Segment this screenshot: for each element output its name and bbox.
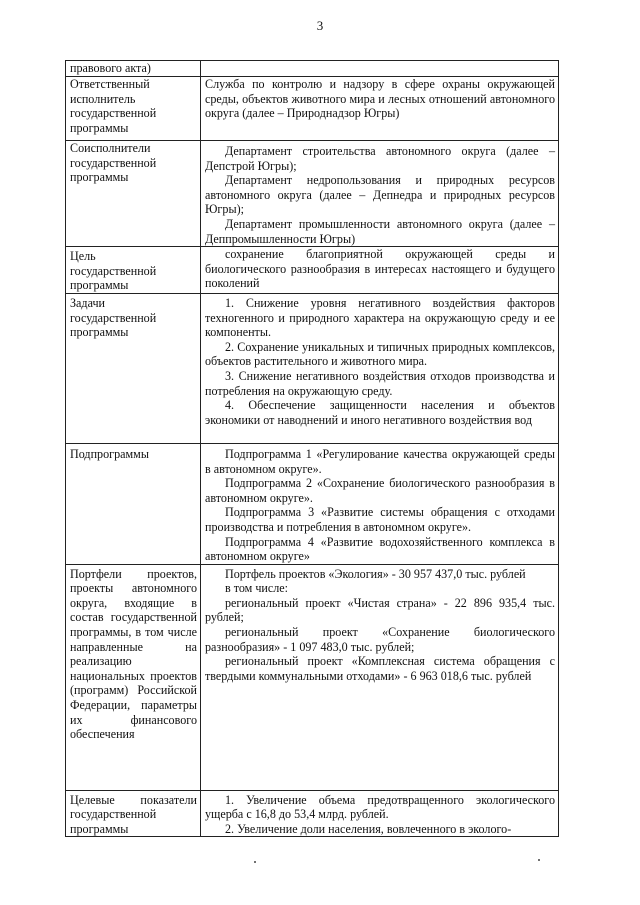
program-passport-table [65,60,559,837]
row-label [66,247,201,294]
value-paragraph: 1. Увеличение объема предотвращенного экологического ущерба с 16,8 до 53,4 млрд. рублей. [205,792,555,822]
label-line: правового акта) [70,61,151,75]
row-value [201,77,559,141]
row-label [66,61,201,77]
label-line: государственной [70,106,157,121]
table-row [66,564,559,790]
row-value [201,141,559,247]
label-line: государственной [70,155,157,170]
row-label [66,293,201,443]
label-line: Портфели проектов, проекты автономного округа, входящие в состав государственной программы, в том числе направленные на реализацию национальных проектов (программ) Российской Федерации, параметры их финансового обеспечения [70,566,197,742]
row-label [66,564,201,790]
table-row [66,61,559,77]
value-paragraph: 4. Обеспечение защищенности населения и объектов экономики от наводнений и иного негативного воздействия вод [205,398,555,427]
value-paragraph: Служба по контролю и надзору в сфере охраны окружающей среды, объектов животного мира и лесных отношений автономного округа (далее – Природнадзор Югры) [205,77,555,121]
label-line: программы [70,120,129,135]
table-row [66,247,559,294]
label-line: Целевые показатели государственной программы [70,792,197,836]
value-paragraph: Департамент недропользования и природных ресурсов автономного округа (далее – Депнедра и природных ресурсов Югры); [205,173,555,217]
row-value [201,790,559,837]
page-number: 3 [316,18,324,33]
value-paragraph: Портфель проектов «Экология» - 30 957 437,0 тыс. рублей [225,566,526,581]
value-paragraph: Подпрограмма 4 «Развитие водохозяйственного комплекса в автономном округе» [205,534,555,564]
value-paragraph: Департамент промышленности автономного округа (далее – Деппромышленности Югры) [205,216,555,246]
label-line: государственной [70,263,157,278]
row-value [201,247,559,294]
label-line: Цель [70,249,96,264]
table-row [66,77,559,141]
value-paragraph: 2. Сохранение уникальных и типичных природных комплексов, объектов растительного и животного мира. [205,339,555,369]
row-label [66,443,201,564]
label-line: программы [70,278,129,293]
row-value [201,293,559,443]
value-paragraph: Департамент строительства автономного округа (далее – Депстрой Югры); [205,144,555,173]
row-value [201,443,559,564]
value-paragraph: региональный проект «Комплексная система обращения с твердыми коммунальными отходами» - 6 963 018,6 тыс. рублей [205,654,555,683]
table-row [66,790,559,837]
value-paragraph: сохранение благоприятной окружающей среды и биологического разнообразия в интересах настоящего и будущего поколений [205,247,555,291]
value-paragraph: Подпрограмма 3 «Развитие системы обращения с отходами производства и потребления в автономном округе». [205,505,555,534]
label-line: Подпрограммы [70,446,149,461]
scan-speck [538,859,540,861]
value-paragraph: Подпрограмма 1 «Регулирование качества окружающей среды в автономном округе». [205,446,555,476]
value-paragraph: в том числе: [225,581,289,596]
value-paragraph: региональный проект «Сохранение биологического разнообразия» - 1 097 483,0 тыс. рублей; [205,625,555,654]
label-line: Соисполнители [70,141,151,155]
value-paragraph: 2. Увеличение доли населения, вовлеченного в эколого- [225,821,512,836]
label-line: Ответственный [70,77,150,91]
value-paragraph: региональный проект «Чистая страна» - 22 896 935,4 тыс. рублей; [205,595,555,625]
table-row [66,141,559,247]
label-line: программы [70,325,129,340]
label-line: государственной [70,310,157,325]
value-paragraph: Подпрограмма 2 «Сохранение биологического разнообразия в автономном округе». [205,476,555,505]
row-value [201,564,559,790]
row-label [66,790,201,837]
row-label [66,77,201,141]
table-row [66,293,559,443]
value-paragraph: 1. Снижение уровня негативного воздействия факторов техногенного и природного характера на окружающую среду и ее компоненты. [205,295,555,340]
value-paragraph: 3. Снижение негативного воздействия отходов производства и потребления на окружающую среду. [205,368,555,398]
row-label [66,141,201,247]
label-line: программы [70,170,129,185]
table-row [66,443,559,564]
row-value [201,61,559,77]
label-line: исполнитель [70,91,136,106]
label-line: Задачи [70,295,106,310]
scan-speck [254,861,256,863]
